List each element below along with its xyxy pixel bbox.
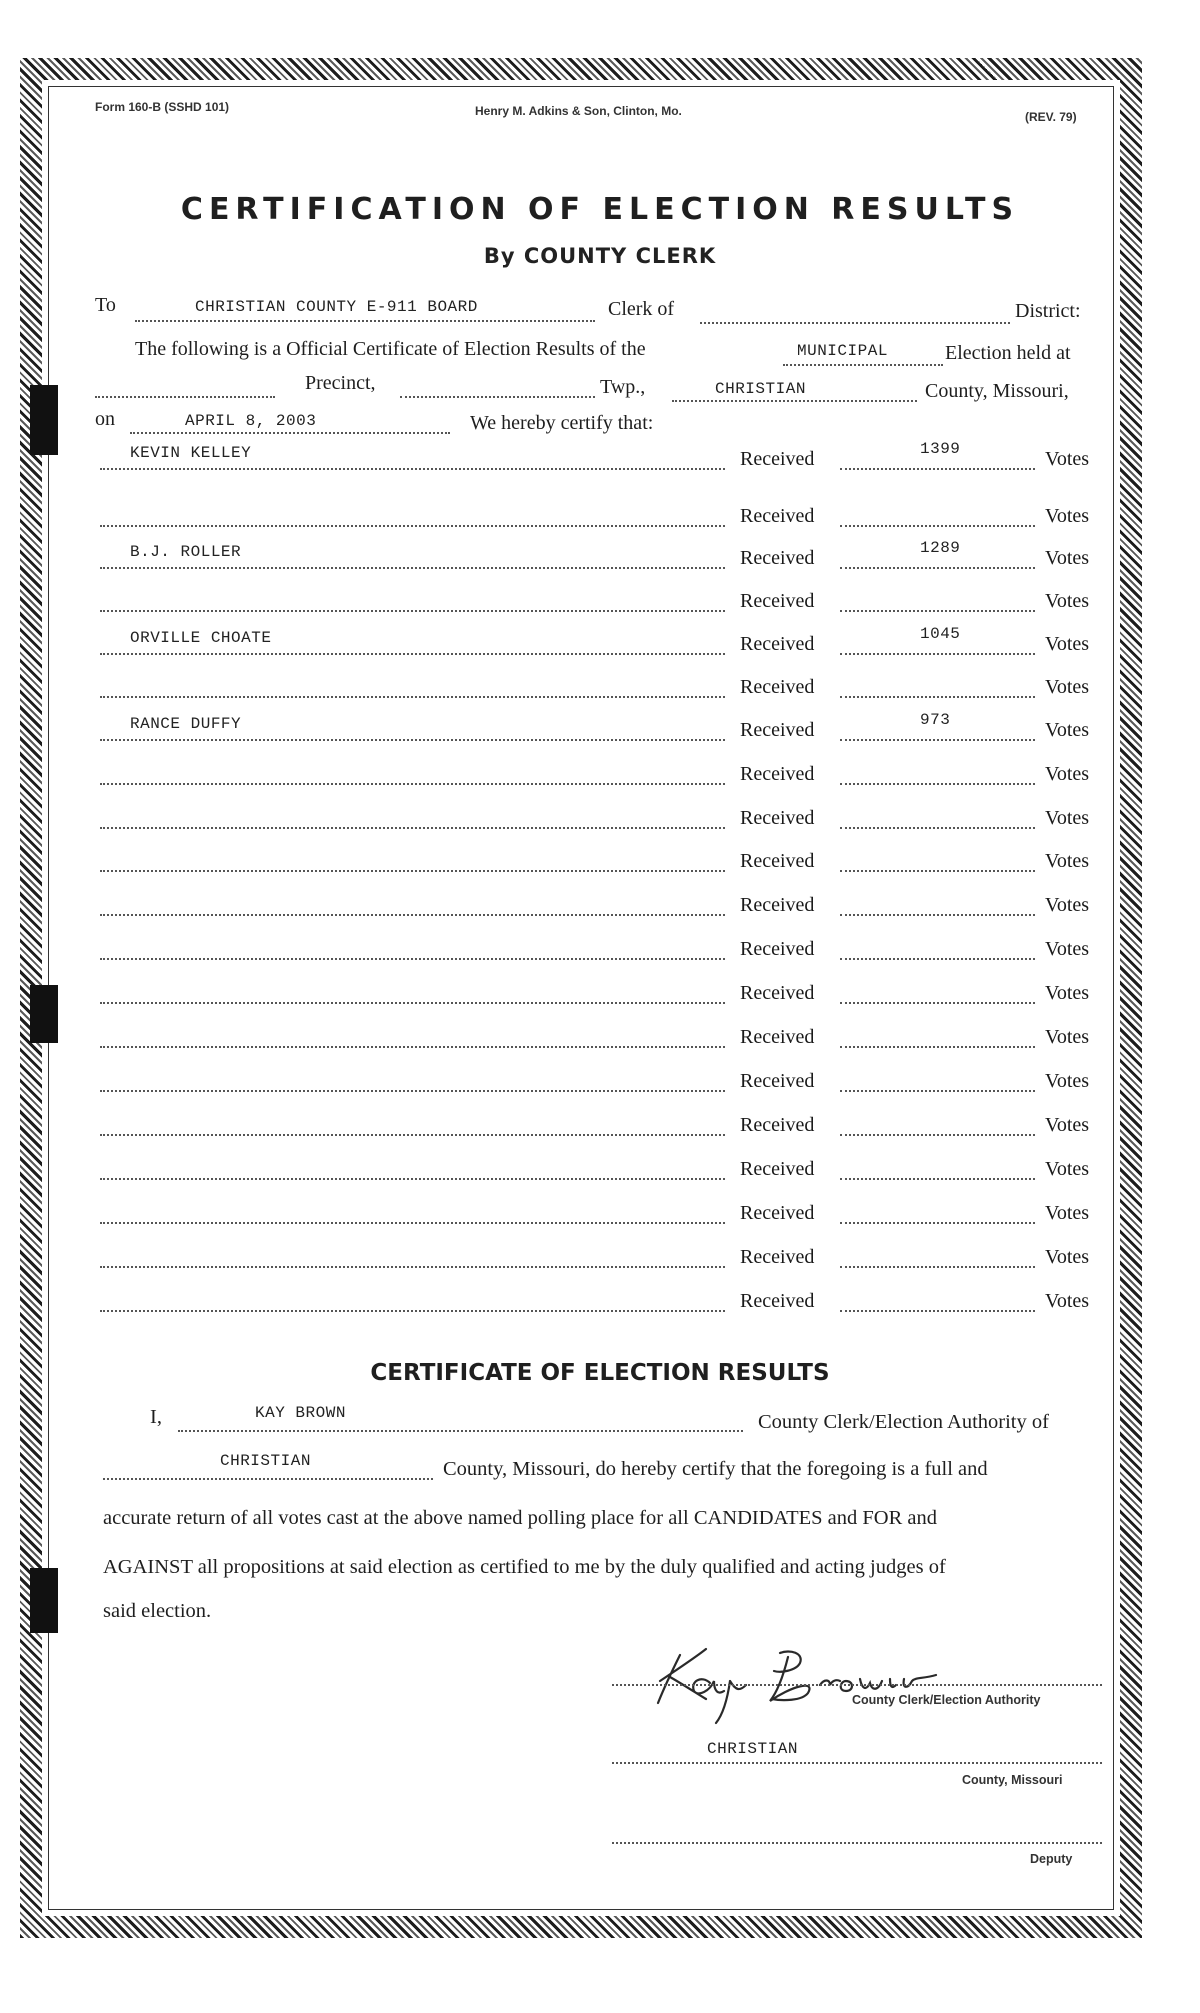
votes-label: Votes [1045,1070,1090,1092]
result-row [0,1112,1200,1146]
votes-underline [840,1090,1035,1092]
votes-underline [840,567,1035,569]
received-label: Received [740,505,815,527]
result-row [0,440,1200,480]
votes-underline [840,870,1035,872]
candidate-name: KEVIN KELLEY [130,444,252,462]
certificate-line-5: said election. [103,1600,212,1622]
received-label: Received [740,763,815,785]
binder-mark-top [30,385,58,455]
deputy-underline [612,1842,1102,1844]
votes-label: Votes [1045,1202,1090,1224]
received-label: Received [740,1070,815,1092]
result-row [0,1024,1200,1058]
candidate-underline [100,525,725,527]
signature-label: County Clerk/Election Authority [852,1693,1041,1707]
candidate-underline [100,1222,725,1224]
result-row [0,936,1200,970]
printer-credit: Henry M. Adkins & Son, Clinton, Mo. [475,104,682,118]
votes-value: 973 [920,711,951,729]
signature-underline [612,1684,1102,1686]
votes-underline [840,783,1035,785]
candidate-underline [100,1046,725,1048]
i-label: I, [150,1406,162,1428]
candidate-underline [100,1310,725,1312]
votes-underline [840,1222,1035,1224]
clerk-name-underline [178,1430,743,1432]
clerk-of-label: Clerk of [608,298,675,320]
received-label: Received [740,1114,815,1136]
votes-label: Votes [1045,850,1090,872]
result-row [0,892,1200,926]
candidate-underline [100,1266,725,1268]
votes-label: Votes [1045,1246,1090,1268]
votes-label: Votes [1045,719,1090,741]
election-type-underline [783,364,943,366]
received-label: Received [740,982,815,1004]
candidate-underline [100,653,725,655]
deputy-label: Deputy [1030,1852,1073,1866]
votes-underline [840,1266,1035,1268]
result-row [0,588,1200,622]
votes-underline [840,914,1035,916]
votes-underline [840,525,1035,527]
precinct-label: Precinct, [305,372,376,394]
result-row [0,1068,1200,1102]
votes-underline [840,696,1035,698]
county-underline [103,1478,433,1480]
received-label: Received [740,547,815,569]
votes-underline [840,958,1035,960]
page-subtitle: By COUNTY CLERK [483,244,717,268]
certificate-line-3: accurate return of all votes cast at the above named polling place for all CANDIDATES and FOR and [103,1507,937,1529]
votes-underline [840,1002,1035,1004]
received-label: Received [740,1158,815,1180]
candidate-underline [100,1002,725,1004]
candidate-underline [100,914,725,916]
signature-county-label: County, Missouri [962,1773,1063,1787]
votes-underline [840,610,1035,612]
result-row [0,674,1200,708]
votes-underline [840,468,1035,470]
district-label: District: [1015,300,1081,322]
candidate-underline [100,870,725,872]
votes-label: Votes [1045,676,1090,698]
votes-value: 1045 [920,625,961,643]
votes-underline [840,653,1035,655]
candidate-underline [100,1178,725,1180]
candidate-underline [100,468,725,470]
votes-label: Votes [1045,505,1090,527]
candidate-underline [100,696,725,698]
on-label: on [95,408,115,430]
result-row [0,1288,1200,1322]
votes-label: Votes [1045,938,1090,960]
received-label: Received [740,1290,815,1312]
votes-label: Votes [1045,590,1090,612]
candidate-underline [100,610,725,612]
received-label: Received [740,448,815,470]
received-label: Received [740,938,815,960]
votes-label: Votes [1045,547,1090,569]
votes-underline [840,1178,1035,1180]
received-label: Received [740,1246,815,1268]
votes-underline [840,739,1035,741]
votes-underline [840,1134,1035,1136]
date-underline [130,432,450,434]
votes-value: 1289 [920,539,961,557]
result-row [0,1156,1200,1190]
candidate-underline [100,783,725,785]
clerk-role: County Clerk/Election Authority of [758,1411,1049,1433]
received-label: Received [740,633,815,655]
received-label: Received [740,1026,815,1048]
county-missouri-label: County, Missouri, [925,380,1069,402]
result-row [0,980,1200,1014]
signature-county-underline [612,1762,1102,1764]
signature-county: CHRISTIAN [707,1740,798,1758]
candidate-name: RANCE DUFFY [130,715,242,733]
votes-underline [840,1310,1035,1312]
to-label: To [95,294,116,316]
result-row [0,711,1200,751]
votes-label: Votes [1045,982,1090,1004]
received-label: Received [740,676,815,698]
twp-underline [672,400,917,402]
votes-label: Votes [1045,763,1090,785]
candidate-name: B.J. ROLLER [130,543,242,561]
result-row [0,848,1200,882]
result-row [0,805,1200,839]
votes-label: Votes [1045,1158,1090,1180]
revision-label: (REV. 79) [1025,110,1077,124]
received-label: Received [740,894,815,916]
votes-label: Votes [1045,448,1090,470]
received-label: Received [740,1202,815,1224]
result-row [0,625,1200,665]
binder-mark-bottom [30,1568,58,1633]
votes-label: Votes [1045,1026,1090,1048]
election-held-label: Election held at [945,342,1071,364]
precinct-underline [95,396,275,398]
result-row [0,539,1200,579]
votes-label: Votes [1045,894,1090,916]
result-row [0,761,1200,795]
certificate-county: CHRISTIAN [220,1452,311,1470]
votes-value: 1399 [920,440,961,458]
votes-underline [840,827,1035,829]
twp-label: Twp., [600,376,646,398]
certificate-title: CERTIFICATE OF ELECTION RESULTS [370,1360,830,1386]
clerk-of-underline [700,322,1010,324]
candidate-underline [100,739,725,741]
certify-label: We hereby certify that: [470,412,654,434]
candidate-underline [100,1090,725,1092]
votes-underline [840,1046,1035,1048]
candidate-underline [100,958,725,960]
to-value: CHRISTIAN COUNTY E-911 BOARD [195,298,478,316]
result-row [0,1244,1200,1278]
votes-label: Votes [1045,633,1090,655]
received-label: Received [740,590,815,612]
precinct-value-underline [400,396,595,398]
date-value: APRIL 8, 2003 [185,412,317,430]
form-number: Form 160-B (SSHD 101) [95,100,230,114]
votes-label: Votes [1045,807,1090,829]
clerk-signature [640,1635,960,1725]
to-underline [135,320,595,322]
result-row [0,503,1200,537]
candidate-underline [100,827,725,829]
page-title: CERTIFICATION OF ELECTION RESULTS [180,192,1020,227]
election-type-value: MUNICIPAL [797,342,888,360]
received-label: Received [740,719,815,741]
candidate-underline [100,1134,725,1136]
received-label: Received [740,807,815,829]
result-row [0,1200,1200,1234]
received-label: Received [740,850,815,872]
county-value: CHRISTIAN [715,380,806,398]
certificate-line-4: AGAINST all propositions at said election as certified to me by the duly qualified and acting judges of [103,1556,946,1578]
votes-label: Votes [1045,1114,1090,1136]
certificate-line-2: County, Missouri, do hereby certify that the foregoing is a full and [443,1458,988,1480]
candidate-name: ORVILLE CHOATE [130,629,272,647]
clerk-name: KAY BROWN [255,1404,346,1422]
votes-label: Votes [1045,1290,1090,1312]
following-text: The following is a Official Certificate of Election Results of the [135,338,646,360]
candidate-underline [100,567,725,569]
